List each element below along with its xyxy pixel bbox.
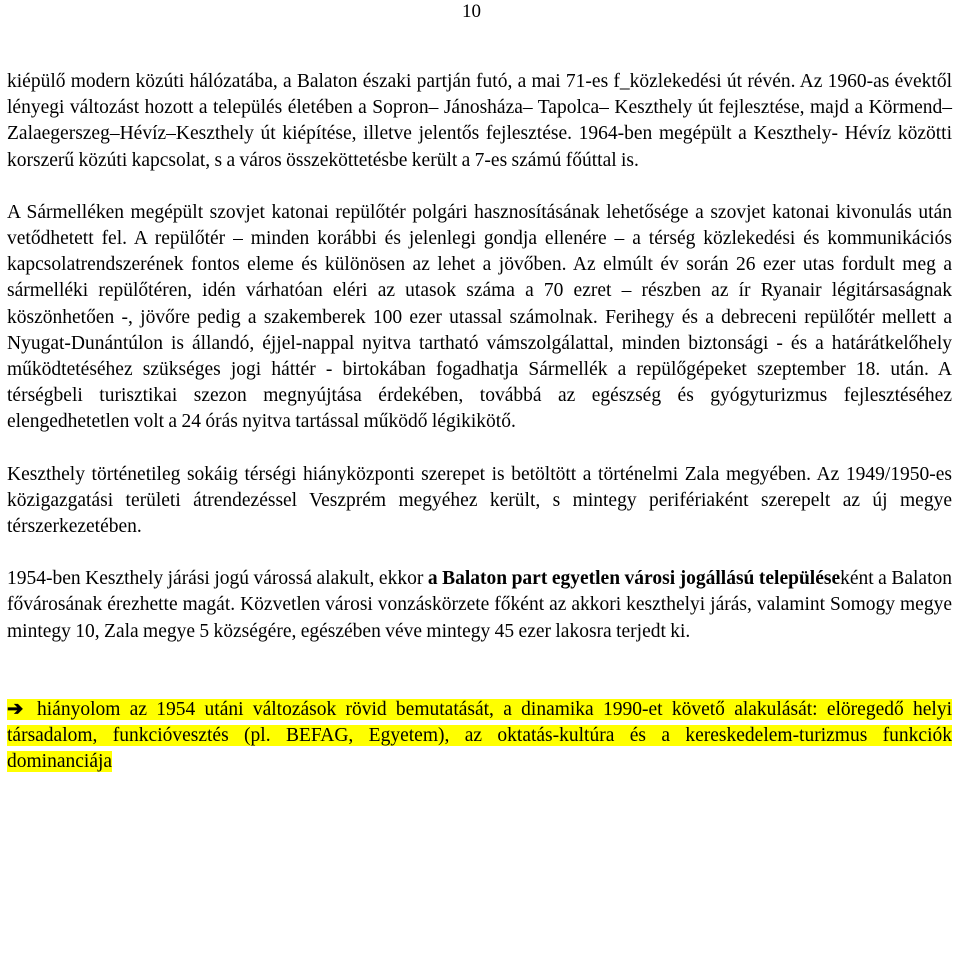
document-body — [7, 69, 952, 775]
paragraph-town-status-bold: a Balaton part egyetlen városi jogállású települése — [427, 568, 841, 590]
paragraph-town-status-tail: ként a Balaton fővárosának érezhette magát. Közvetlen városi vonzáskörzete főként az akkori keszthelyi járás, valamint Somogy megye mintegy 10, Zala megye 5 községére, egészében véve mintegy 45 ezer lakosra terjedt ki. — [7, 568, 952, 642]
page-number: 10 — [462, 1, 481, 22]
paragraph-road-network: kiépülő modern közúti hálózatába, a Balaton északi partján futó, a mai 71-es f_közlekedési út révén. Az 1960-as évektől lényegi változást hozott a település életében a Sopron– Jánosháza– Tapolca– Keszthely út fejlesztése, majd a Körmend– Zalaegerszeg–Hévíz–Keszthely út kiépítése, illetve jelentős fejlesztése. 1964-ben megépült a Keszthely- Hévíz közötti korszerű közúti kapcsolat, s a város összeköttetésbe került a 7-es számú főúttal is. — [7, 71, 952, 171]
paragraph-town-status-lead: 1954-ben Keszthely járási jogú várossá alakult, ekkor — [7, 568, 428, 590]
paragraph-airport: A Sármelléken megépült szovjet katonai repülőtér polgári hasznosításának lehetősége a szovjet katonai kivonulás után vetődhetett fel. A repülőtér – minden korábbi és jelenlegi gondja ellenére – a térség közlekedési és kommunikációs kapcsolatrendszerének fontos eleme és különösen az lehet a jövőben. Az elmúlt év során 26 ezer utas fordult meg a sármelléki repülőtéren, idén várhatóan eléri az utasok száma a 70 ezret – részben az ír Ryanair légitársaságnak köszönhetően -, jövőre pedig a szakemberek 100 ezer utassal számolnak. Ferihegy és a debreceni repülőtér mellett a Nyugat-Dunántúlon is állandó, éjjel-nappal nyitva tartható vámszolgálattal, minden biztonsági - és a határátkelőhely működtetéséhez szükséges jogi háttér - birtokában fogadhatja Sármellék a repülőgépeket szeptember 18. után. A térségbeli turisztikai szezon megnyújtása érdekében, továbbá az egészség és gyógyturizmus fejlesztéséhez elengedhetetlen volt a 24 órás nyitva tartással működő légikikötő. — [7, 201, 952, 433]
paragraph-regional-role: Keszthely történetileg sokáig térségi hiányközponti szerepet is betöltött a történelmi Zala megyében. Az 1949/1950-es közigazgatási területi átrendezéssel Veszprém megyéhez került, s mintegy perifériaként szerepelt az új megye térszerkezetében. — [7, 463, 952, 538]
arrow-right-icon: ➔ — [7, 698, 24, 720]
review-comment-text: hiányolom az 1954 utáni változások rövid bemutatását, a dinamika 1990-et követő alakulását: elöregedő helyi társadalom, funkcióvesztés (pl. BEFAG, Egyetem), az oktatás-kultúra és a kereskedelem-turizmus funkciók dominanciája — [7, 698, 952, 773]
paragraph-town-status — [7, 566, 952, 645]
review-comment — [7, 697, 952, 776]
